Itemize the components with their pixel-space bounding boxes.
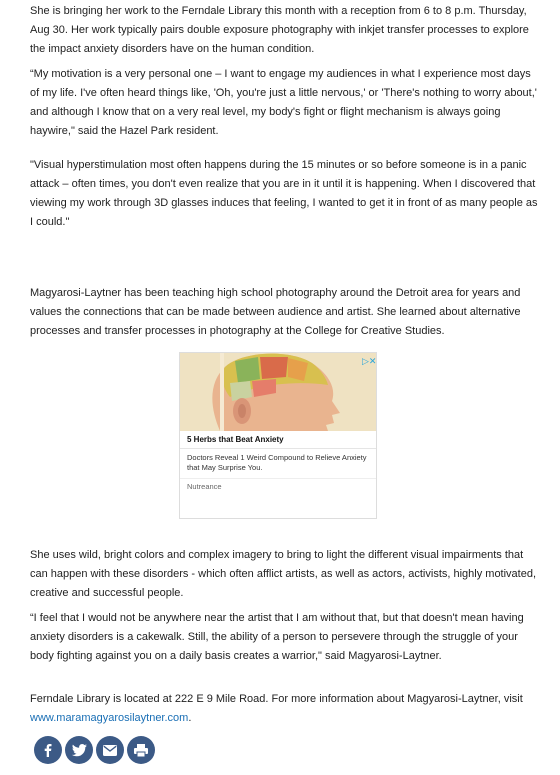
paragraph-1: She is bringing her work to the Ferndale Library this month with a reception from 6 to 8 p.m. Thursday, Aug 30. Her work typically pairs double exposure photography with inkjet transfer processes to explore the impact anxiety disorders have on the human condition. bbox=[30, 5, 529, 55]
closing-text: Ferndale Library is located at 222 E 9 Mile Road. For more information about Magyarosi-Laytner, visit bbox=[30, 693, 523, 705]
print-icon bbox=[134, 744, 148, 757]
facebook-share-button[interactable] bbox=[34, 736, 62, 764]
paragraph-4: Magyarosi-Laytner has been teaching high school photography around the Detroit area for years and values the connections that can be made between audience and artist. She learned about alternative processes and transfer processes in photography at the College for Creative Studies. bbox=[30, 287, 521, 337]
ad-description[interactable]: Doctors Reveal 1 Weird Compound to Relieve Anxiety that May Surprise You. bbox=[187, 453, 367, 472]
paragraph-2: “My motivation is a very personal one – I want to engage my audiences in what I experience most days of my life. I've often heard things like, 'Oh, you're just a little nervous,' or 'There's nothing to worry about,' and although I know that on a very real level, my body's fight or flight mechanism is always going haywire," said the Hazel Park resident. bbox=[30, 68, 537, 137]
adchoices-icon[interactable]: ▷✕ bbox=[362, 356, 377, 366]
email-share-button[interactable] bbox=[96, 736, 124, 764]
ad-source: Nutreance bbox=[187, 482, 222, 491]
facebook-icon bbox=[41, 743, 55, 757]
closing-paragraph bbox=[30, 690, 542, 728]
paragraph-5: She uses wild, bright colors and complex imagery to bring to light the different visual impairments that can happen with these disorders - which often afflict artists, as well as actors, activists, highly motivated, creative and successful people. bbox=[30, 549, 537, 599]
email-icon bbox=[103, 745, 117, 756]
twitter-icon bbox=[72, 744, 87, 757]
ad-image[interactable] bbox=[180, 353, 377, 431]
ad-title[interactable]: 5 Herbs that Beat Anxiety bbox=[187, 435, 284, 444]
ad-divider bbox=[180, 448, 377, 449]
paragraph-3: "Visual hyperstimulation most often happens during the 15 minutes or so before someone is in a panic attack – often times, you don't even realize that you are in it until it is happening. When I discovered that viewing my work through 3D glasses induces that feeling, I wanted to get it in front of as many people as I could." bbox=[30, 159, 538, 228]
artist-website-link[interactable]: www.maramagyarosilaytner.com bbox=[30, 712, 189, 724]
share-bar bbox=[34, 736, 155, 764]
closing-end: . bbox=[188, 712, 192, 724]
ad-divider bbox=[180, 478, 377, 479]
paragraph-6: “I feel that I would not be anywhere near the artist that I am without that, but that doesn't mean having anxiety disorders is a cakewalk. Still, the ability of a person to persevere through the struggle of your body fighting against you on a daily basis creates a warrior," said Magyarosi-Laytner. bbox=[30, 612, 524, 662]
sponsored-ad[interactable] bbox=[179, 352, 377, 519]
twitter-share-button[interactable] bbox=[65, 736, 93, 764]
print-share-button[interactable] bbox=[127, 736, 155, 764]
